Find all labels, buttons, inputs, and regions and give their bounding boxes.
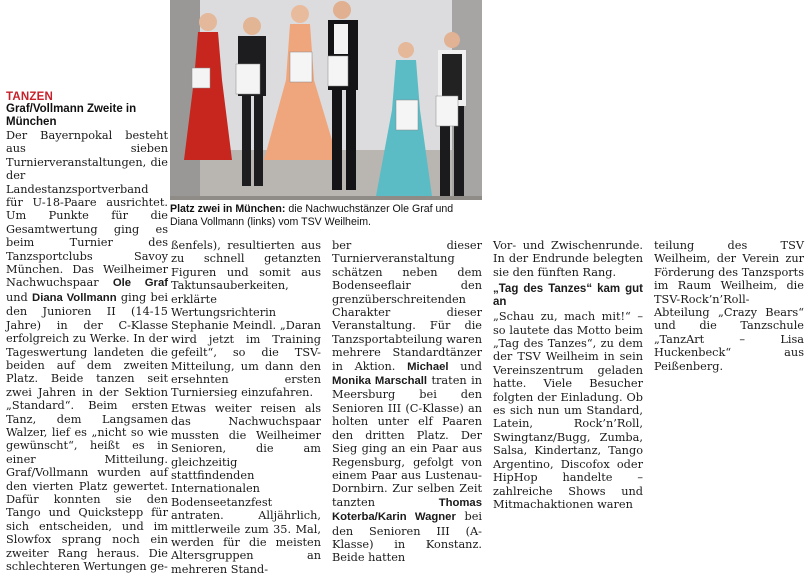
col3-text-4: bei den Senioren III (A-Klasse) in Konstanz. Beide hatten: [332, 510, 482, 565]
name-koterba-wagner: Thomas Koterba/Karin Wagner: [332, 496, 482, 524]
col3-text-2: und: [448, 359, 482, 373]
name-monika-marschall: Monika Marschall: [332, 375, 428, 388]
dancers-photo-illustration: [170, 0, 482, 200]
article-photo: [170, 0, 482, 200]
caption-text: die Nachwuchstänzer Ole Graf und Diana Vollmann (links) vom TSV Weilheim.: [170, 203, 454, 228]
col1-text-1: Der Bayernpokal besteht aus sieben Turnierveranstaltungen, die der Landestanzsportverband für U-18-Paare ausrichtet. Um Punkte für die Gesamtwertung ging es beim Turnier des Tanzsportclubs Savoy München. Das Weilheimer Nachwuchspaar: [6, 129, 168, 290]
col1-text-3: ging bei den Junioren II (14-15 Jahre) in der C-Klasse erfolgreich zu Werke. In der Tageswertung landeten die beiden auf dem zweiten Platz. Beide tanzen seit zwei Jahren in der Sektion „Standard“. Beim ersten Tanz, dem Langsamen Walzer, lief es „nicht so wie gewünscht“, heißt es in einer Mitteilung. Graf/Vollmann wurden auf den vierten Platz gewertet. Dafür konnten sie den Tango und Quickstepp für sich entscheiden, und im Slowfox sprang noch ein zweiter Rang heraus. Die schlechteren Wertungen ge-: [6, 290, 169, 573]
article-headline: Graf/Vollmann Zweite in München: [6, 103, 137, 128]
article-column-1: [6, 129, 168, 573]
col4-paragraph-1: Vor- und Zwischenrunde. In der Endrunde belegten sie den fünften Rang.: [493, 239, 643, 279]
col1-text-2: und: [6, 290, 33, 304]
subheadline-tag-des-tanzes: „Tag des Tanzes“ kam gut an: [493, 283, 643, 309]
article-column-4: [493, 239, 643, 511]
article-column-2: [171, 239, 321, 576]
article-column-3: [332, 239, 482, 565]
caption-lead: Platz zwei in München:: [170, 203, 286, 215]
name-michael: Michael: [407, 360, 449, 373]
photo-caption: [170, 203, 482, 229]
col3-text-1: ber dieser Turnierveranstaltung schätzen neben dem Bodenseeflair den grenzüberschreitenden Charakter dieser Veranstaltung. Für die Tanzsportabteilung waren mehrere Standardtänzer in Aktion.: [332, 239, 482, 373]
col4-paragraph-2: „Schau zu, mach mit!“ – so lautete das Motto beim „Tag des Tanzes“, zu dem der TSV Weilheim in sein Vereinszentrum geladen hatte. Viele Besucher folgten der Einladung. Ob es sich nun um Standard, Latein, Rock’n’Roll, Swingtanz/Bugg, Zumba, Salsa, Kindertanz, Tango Argentino, Discofox oder HipHop handelte – zahlreiche Shows und Mitmachaktionen waren: [493, 310, 643, 511]
col2-paragraph-2: Etwas weiter reisen als das Nachwuchspaar mussten die Weilheimer Senioren, die am gleichzeitig stattfindenden Internationalen Bodenseetanzfest antraten. Alljährlich, mittlerweile zum 35. Mal, werden für die meisten Altersgruppen an mehreren Stand-: [171, 401, 321, 576]
col3-text-3: traten in Meersburg bei den Senioren III (C-Klasse) an holten unter elf Paaren den dritten Platz. Der Sieg ging an ein Paar aus Regensburg, gefolgt von einem Paar aus Lustenau-Dornbirn. Zur selben Zeit tanzten: [332, 374, 482, 509]
section-kicker: TANZEN: [6, 91, 53, 103]
article-column-5: [654, 239, 804, 373]
col2-paragraph-1: ßenfels), resultierten aus zu schnell getanzten Figuren und somit aus Taktunsauberkeiten, erklärte Wertungsrichterin Stephanie Meindl. „Daran wird jetzt im Training gefeilt“, so die TSV-Mitteilung, um dann den ersehnten ersten Turniersieg einzufahren.: [171, 239, 321, 400]
name-ole-graf: Ole Graf: [112, 277, 168, 290]
col5-paragraph-1: teilung des TSV Weilheim, der Verein zur Förderung des Tanzsports im Raum Weilheim, die TSV-Rock’n’Roll-Abteilung „Crazy Bears“ und die Tanzschule „TanzArt – Lisa Huckenbeck“ aus Peißenberg.: [654, 239, 804, 373]
name-diana-vollmann: Diana Vollmann: [32, 291, 117, 304]
